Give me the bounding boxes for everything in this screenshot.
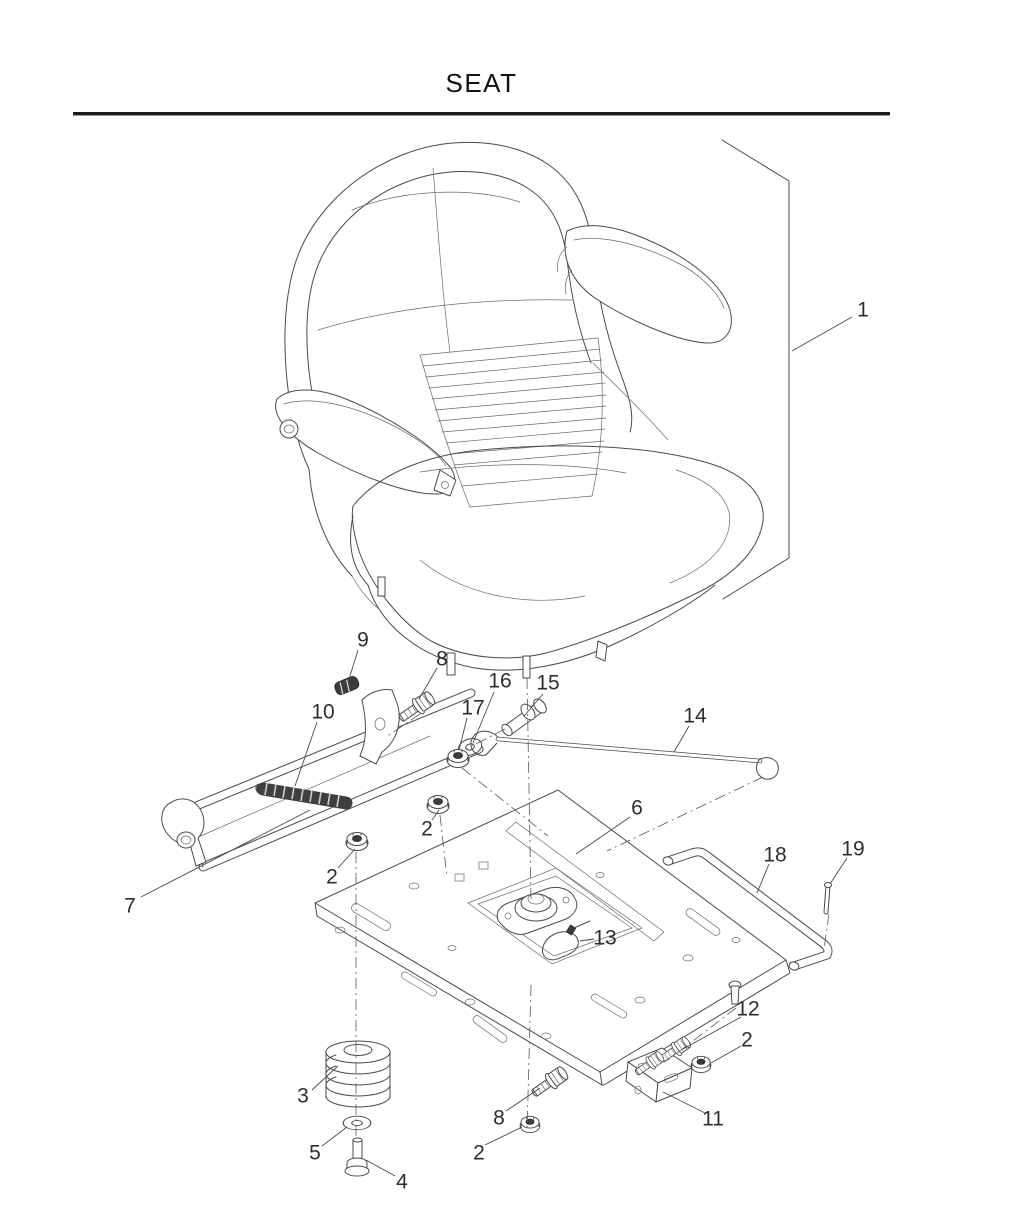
nut-2b (346, 833, 368, 851)
nut-2d (520, 1116, 540, 1132)
callout-18-leader (757, 864, 769, 893)
callout-9-leader (349, 650, 358, 679)
callout-4-label: 4 (396, 1170, 408, 1194)
callout-10-label: 10 (311, 700, 335, 724)
callout-12-leader (683, 1017, 741, 1049)
callout-14-leader (674, 726, 689, 752)
page-title: SEAT (445, 68, 518, 98)
callout-19-label: 19 (841, 837, 865, 861)
spring-3 (326, 1041, 390, 1107)
callout-2b-label: 2 (326, 865, 338, 889)
callout-8a-label: 8 (436, 647, 448, 671)
pin-19 (825, 883, 832, 913)
callout-4-leader (366, 1160, 395, 1176)
callout-19-leader (830, 858, 847, 884)
spring-10 (256, 783, 346, 807)
callout-2c-label: 2 (741, 1028, 753, 1052)
callout-9-label: 9 (357, 628, 369, 652)
callout-12-label: 12 (736, 997, 760, 1021)
callout-16-label: 16 (488, 669, 512, 693)
base-plate-6 (315, 790, 790, 1085)
armrest-right (557, 226, 731, 343)
bolt-4 (345, 1138, 369, 1176)
callout-5-label: 5 (309, 1141, 321, 1165)
bushing-15 (500, 697, 549, 738)
callout-14-label: 14 (683, 704, 707, 728)
lever-cap-9 (333, 675, 360, 696)
washer-5 (343, 1116, 371, 1130)
nut-2c (691, 1056, 711, 1072)
armrest-left (276, 390, 456, 496)
callout-2d-label: 2 (473, 1141, 485, 1165)
callout-2d-leader (485, 1127, 522, 1145)
callout-5-leader (322, 1127, 347, 1146)
callout-13-label: 13 (593, 926, 617, 950)
callout-2c-leader (711, 1046, 741, 1063)
callout-11-leader (663, 1092, 705, 1113)
callout-18-label: 18 (763, 843, 787, 867)
callout-11-label: 11 (702, 1107, 724, 1131)
seat-assembly (276, 142, 764, 678)
callout-6-label: 6 (631, 796, 643, 820)
callout-1-leader (792, 317, 852, 351)
part-1-bracket (722, 140, 789, 599)
callout-2b-leader (338, 849, 355, 868)
bolt-8b (528, 1064, 570, 1101)
callout-1-label: 1 (857, 298, 869, 322)
rod-14 (471, 731, 778, 779)
callout-8b-label: 8 (493, 1106, 505, 1130)
callouts-layer (124, 299, 869, 1194)
callout-15-label: 15 (536, 671, 560, 695)
nut-17 (447, 750, 469, 768)
callout-8b-leader (506, 1088, 540, 1111)
callout-3-label: 3 (297, 1084, 309, 1108)
callout-17-label: 17 (461, 696, 485, 720)
callout-2a-label: 2 (421, 817, 433, 841)
callout-7-label: 7 (124, 894, 136, 918)
